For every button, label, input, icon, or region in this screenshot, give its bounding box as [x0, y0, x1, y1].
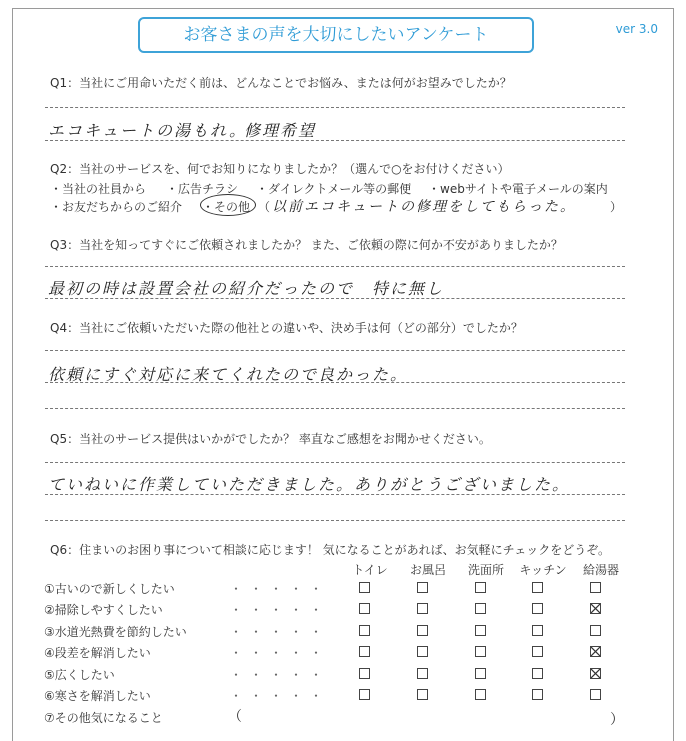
q6-row-label: ③水道光熱費を節約したい	[44, 624, 187, 639]
q1-line-1	[45, 107, 625, 108]
q2-option-other: ・その他	[202, 200, 251, 214]
q1-answer-a: エコキュートの湯もれ。	[48, 121, 247, 140]
q5-line-3	[45, 520, 625, 521]
q2-option-direct-mail: ・ダイレクトメール等の郵便	[256, 182, 412, 196]
q6-question: Q6：住まいのお困り事について相談に応じます！ 気になることがあれば、お気軽にチェックをどうぞ。	[50, 543, 611, 557]
q3-line-1	[45, 266, 625, 267]
q1-line-2	[45, 140, 625, 141]
q5-line-1	[45, 462, 625, 463]
q2-option-staff: ・当社の社員から	[50, 182, 147, 196]
q6-column-water-heater: 給湯器	[582, 563, 619, 577]
q6-checkbox-toilet[interactable]	[359, 625, 370, 636]
q6-checkbox-water-heater-checked[interactable]	[590, 603, 601, 614]
q6-checkbox-water-heater-checked[interactable]	[590, 646, 601, 657]
q2-option-friend: ・お友だちからのご紹介	[50, 200, 183, 214]
q6-checkbox-kitchen[interactable]	[532, 668, 543, 679]
q4-answer: 依頼にすぐ対応に来てくれたので良かった。	[48, 365, 409, 384]
q6-checkbox-water-heater[interactable]	[590, 625, 601, 636]
q6-column-washroom: 洗面所	[467, 563, 504, 577]
q6-checkbox-washroom[interactable]	[475, 603, 486, 614]
q6-row-label: ④段差を解消したい	[44, 646, 151, 661]
q6-other-label: ⑦その他気になること	[44, 711, 163, 725]
q6-row-dots: ・・・・・	[230, 646, 331, 661]
q3-line-2	[45, 298, 625, 299]
q2-other-circle-mark	[200, 194, 256, 216]
q1-question: Q1：当社にご用命いただく前は、どんなことでお悩み、または何がお望みでしたか？	[50, 76, 512, 90]
q6-checkbox-bath[interactable]	[417, 582, 428, 593]
q6-other-paren-close: ）	[610, 712, 624, 728]
q4-line-3	[45, 408, 625, 409]
q2-option-web: ・webサイトや電子メールの案内	[428, 182, 608, 196]
q6-row-dots: ・・・・・	[230, 582, 331, 596]
q6-checkbox-bath[interactable]	[417, 689, 428, 700]
q6-row-dots: ・・・・・	[230, 624, 331, 639]
q2-other-answer: 以前エコキュートの修理をしてもらった。	[272, 199, 576, 215]
q6-row-dots: ・・・・・	[230, 667, 331, 682]
q5-question: Q5：当社のサービス提供はいかがでしたか？ 率直なご感想をお聞かせください。	[50, 432, 491, 446]
q6-checkbox-water-heater-checked[interactable]	[590, 668, 601, 679]
q6-checkbox-kitchen[interactable]	[532, 582, 543, 593]
q6-checkbox-washroom[interactable]	[475, 625, 486, 636]
q2-question: Q2：当社のサービスを、何でお知りになりましたか？（選んで○をお付けください）	[50, 162, 510, 176]
q6-column-toilet: トイレ	[352, 563, 388, 577]
q5-line-2	[45, 494, 625, 495]
q6-row-dots: ・・・・・	[230, 689, 331, 703]
q6-checkbox-bath[interactable]	[417, 668, 428, 679]
q3-question: Q3：当社を知ってすぐにご依頼されましたか？ また、ご依頼の際に何か不安がありましたか？	[50, 238, 563, 252]
q6-checkbox-kitchen[interactable]	[532, 646, 543, 657]
q6-checkbox-washroom[interactable]	[475, 668, 486, 679]
q6-checkbox-bath[interactable]	[417, 603, 428, 614]
q6-checkbox-toilet[interactable]	[359, 689, 370, 700]
q2-paren-close: ）	[610, 200, 623, 214]
q5-answer: ていねいに作業していただきました。ありがとうございました。	[48, 475, 571, 494]
q6-row-label: ①古いので新しくしたい	[44, 582, 175, 596]
survey-title: お客さまの声を大切にしたいアンケート	[138, 17, 534, 53]
q6-checkbox-washroom[interactable]	[475, 582, 486, 593]
q6-row-dots: ・・・・・	[230, 603, 331, 618]
q6-checkbox-water-heater[interactable]	[590, 582, 601, 593]
q6-checkbox-kitchen[interactable]	[532, 689, 543, 700]
q6-checkbox-bath[interactable]	[417, 646, 428, 657]
q4-question: Q4：当社にご依頼いただいた際の他社との違いや、決め手は何（どの部分）でしたか？	[50, 321, 523, 335]
q6-row-label: ⑤広くしたい	[44, 667, 115, 682]
version-label: ver 3.0	[615, 22, 658, 36]
q4-line-1	[45, 350, 625, 351]
q6-row-label: ⑥寒さを解消したい	[44, 689, 151, 703]
q6-other-paren-open: （	[228, 709, 242, 725]
q6-checkbox-kitchen[interactable]	[532, 625, 543, 636]
q4-line-2	[45, 382, 625, 383]
q6-column-kitchen: キッチン	[519, 563, 567, 577]
q6-checkbox-washroom[interactable]	[475, 689, 486, 700]
q6-checkbox-water-heater[interactable]	[590, 689, 601, 700]
q6-checkbox-toilet[interactable]	[359, 668, 370, 679]
q6-checkbox-toilet[interactable]	[359, 603, 370, 614]
q1-answer-b: 修理希望	[244, 121, 317, 140]
q2-option-flyer: ・広告チラシ	[166, 182, 239, 196]
q2-paren-open: （	[258, 200, 271, 214]
q3-answer: 最初の時は設置会社の紹介だったので 特に無し	[48, 279, 445, 298]
q6-checkbox-bath[interactable]	[417, 625, 428, 636]
q6-checkbox-toilet[interactable]	[359, 646, 370, 657]
q6-checkbox-washroom[interactable]	[475, 646, 486, 657]
q6-row-label: ②掃除しやすくしたい	[44, 603, 163, 618]
q6-checkbox-kitchen[interactable]	[532, 603, 543, 614]
q6-checkbox-toilet[interactable]	[359, 582, 370, 593]
q6-column-bath: お風呂	[409, 563, 446, 577]
